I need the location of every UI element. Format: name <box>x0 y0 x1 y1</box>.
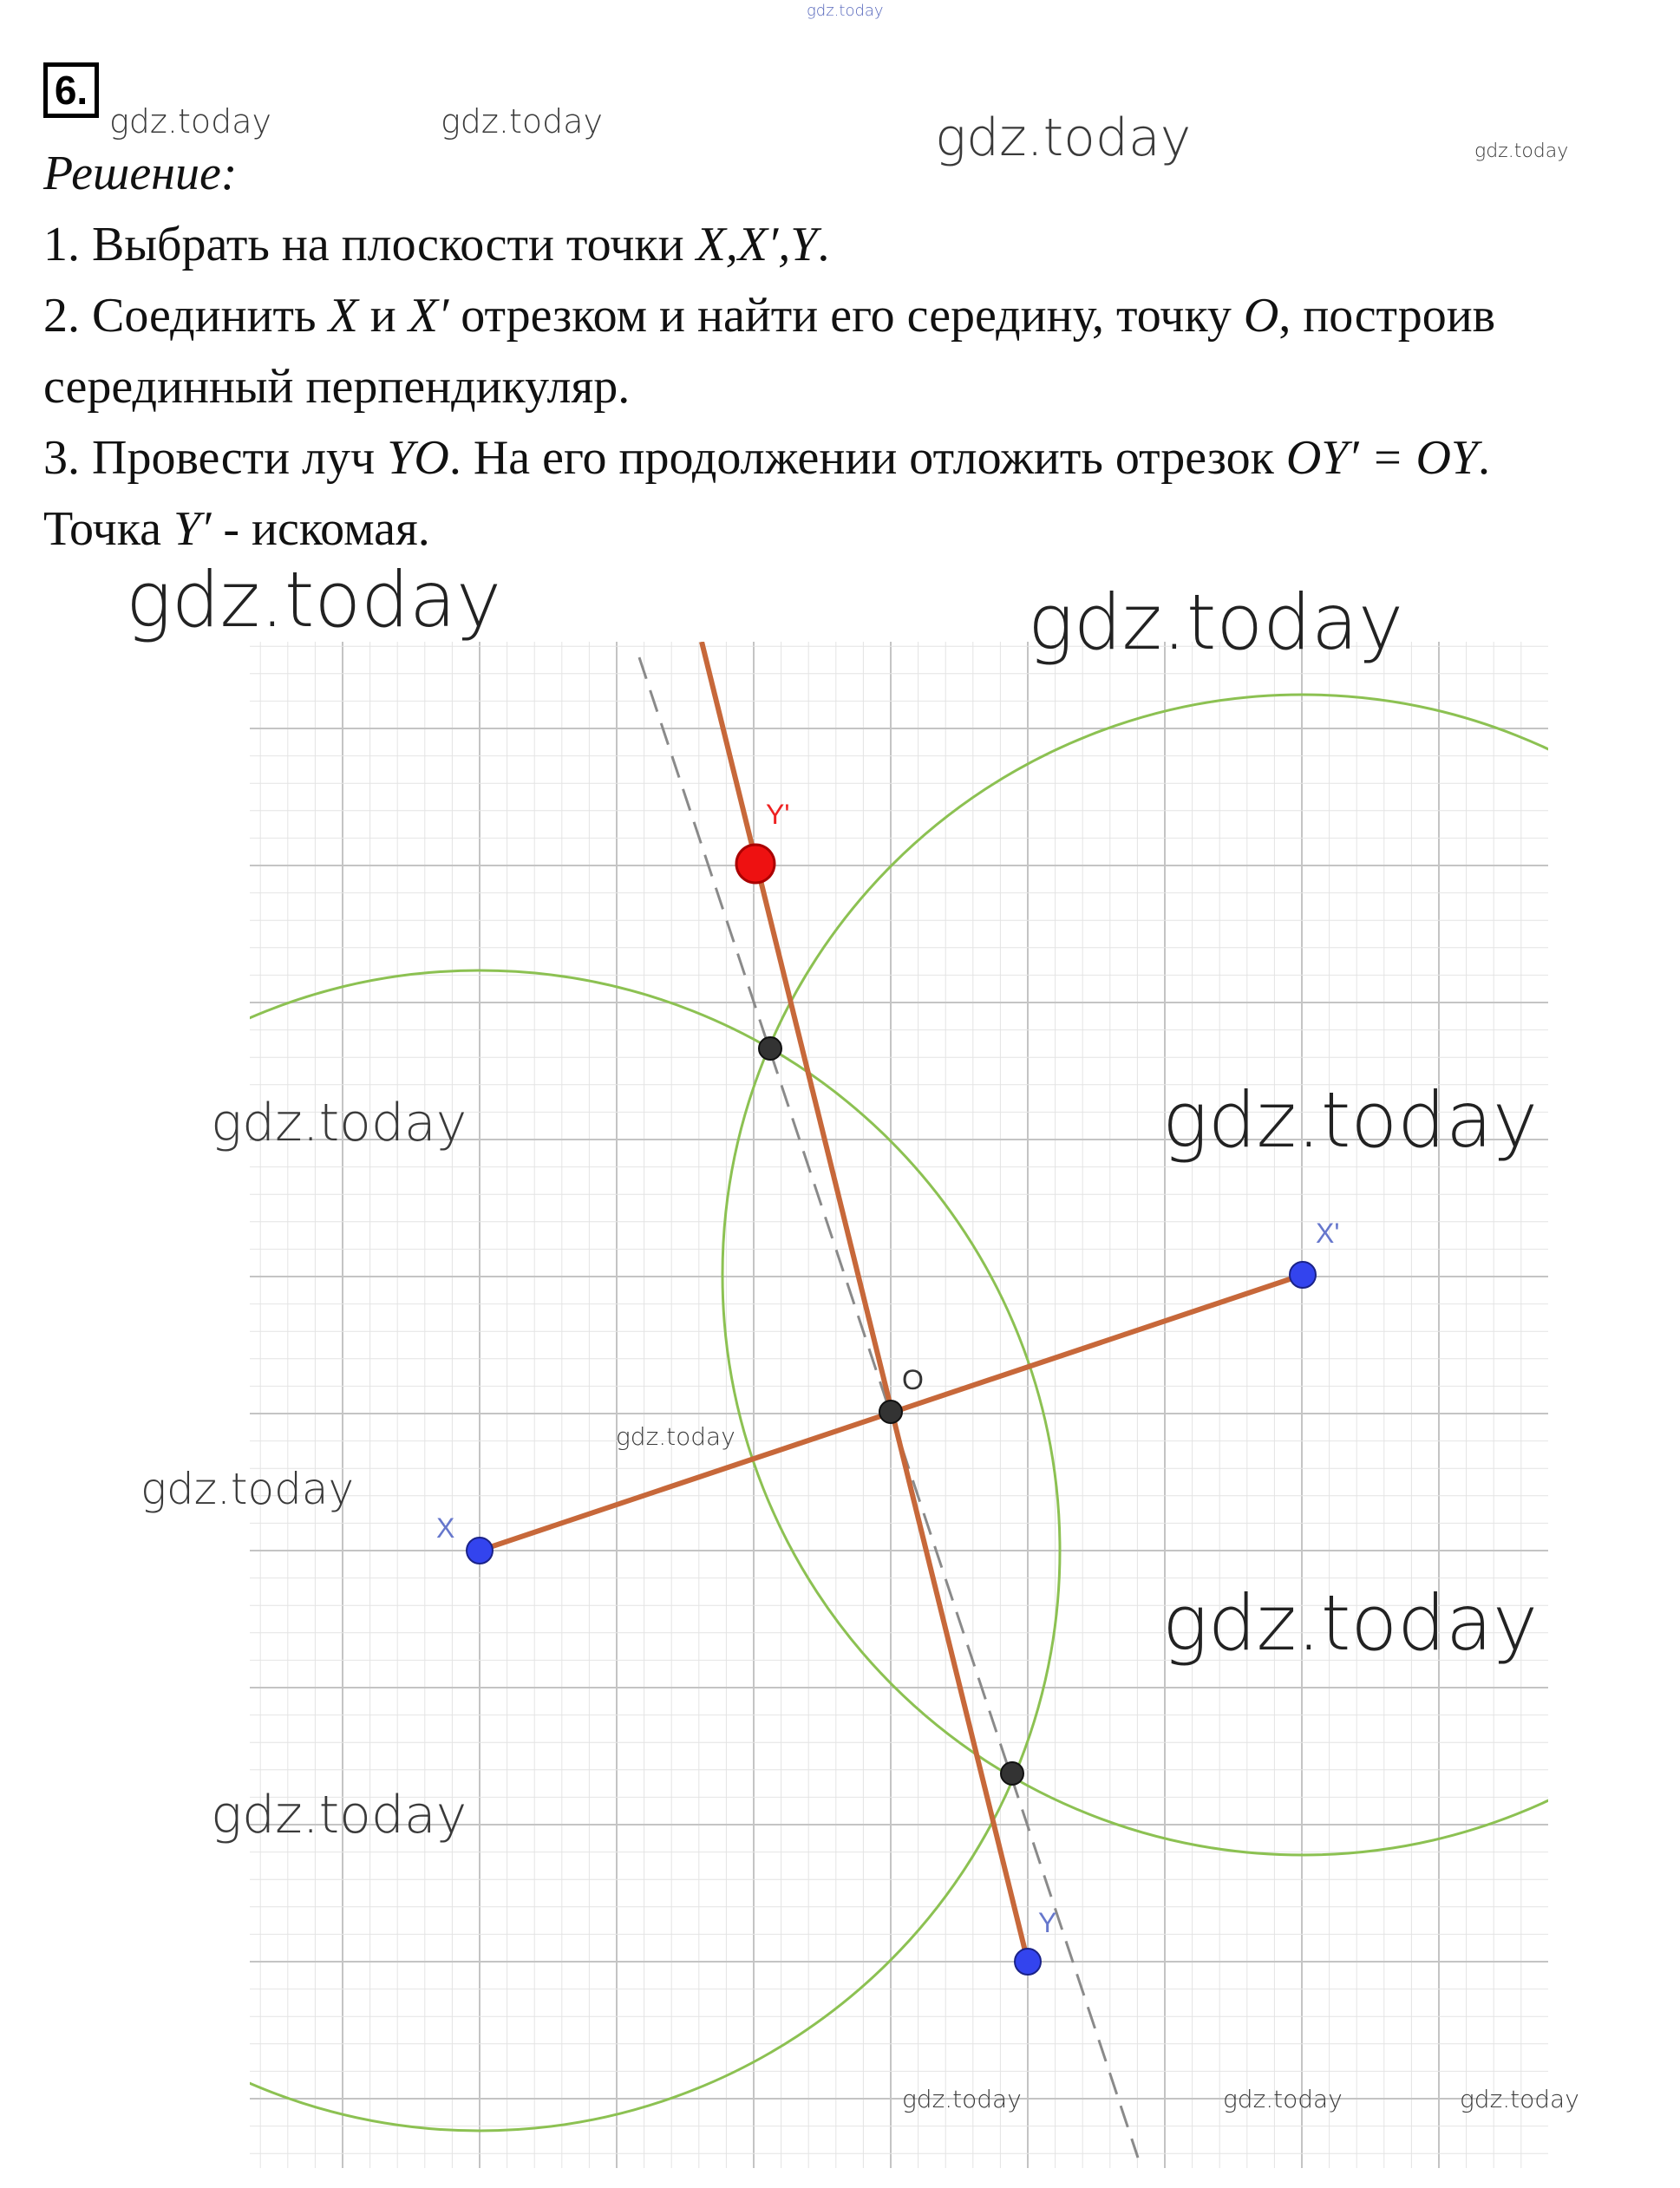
watermark: gdz.today <box>109 102 271 140</box>
step-3-text-b: . На его продолжении отложить отрезок <box>448 431 1286 485</box>
step-2-text-a: 2. Соединить <box>43 289 329 343</box>
watermark: gdz.today <box>1223 2085 1343 2113</box>
watermark: gdz.today <box>807 2 884 20</box>
point-x <box>467 1538 493 1564</box>
watermark: gdz.today <box>126 555 502 644</box>
watermark: gdz.today <box>441 102 603 140</box>
watermark: gdz.today <box>211 1093 467 1153</box>
step-1 <box>43 217 829 272</box>
step-3b-text-a: Точка <box>43 502 173 556</box>
watermark: gdz.today <box>1162 1578 1539 1668</box>
step-1-math: X,X′,Y <box>696 218 818 271</box>
watermark: gdz.today <box>935 108 1192 168</box>
step-3-text-a: 3. Провести луч <box>43 431 388 485</box>
step-2-math-1: X <box>328 289 358 343</box>
watermark: gdz.today <box>1460 2085 1579 2113</box>
watermark <box>870 2149 874 2150</box>
step-2-math-2: X′ <box>408 289 449 343</box>
point-y <box>1015 1949 1041 1975</box>
step-3b-math: Y′ <box>173 502 212 556</box>
step-3-continued <box>43 501 430 557</box>
step-3 <box>43 430 1490 486</box>
watermark: gdz.today <box>902 2085 1022 2113</box>
label-y: Y <box>1038 1907 1057 1938</box>
step-3-text-c: . <box>1478 431 1491 485</box>
point-y-prime <box>736 845 775 883</box>
watermark: gdz.today <box>1162 1075 1539 1165</box>
watermark: gdz.today <box>1474 140 1569 162</box>
step-2-text-d: , построив <box>1278 289 1496 343</box>
solution-label: Решение: <box>43 147 238 200</box>
step-3-math-2: OY′ = OY <box>1285 431 1479 485</box>
point-o <box>879 1401 902 1423</box>
step-2-text-c: отрезком и найти его середину, точку <box>448 289 1244 343</box>
label-x: X <box>436 1512 455 1544</box>
ray-y-o <box>702 642 1028 1962</box>
step-2 <box>43 288 1495 343</box>
step-3b-text-b: - искомая. <box>211 502 430 556</box>
watermark: gdz.today <box>211 1785 467 1845</box>
step-2-continued: серединный перпендикуляр. <box>43 360 631 414</box>
step-2-math-3: O <box>1243 289 1279 343</box>
point-intersection-bottom <box>1001 1762 1023 1785</box>
circle-centered-x-prime <box>722 695 1680 1855</box>
step-3-math-1: YO <box>387 431 449 485</box>
step-2-text-b: и <box>357 289 409 343</box>
step-1-end: . <box>817 218 830 271</box>
task-number: 6. <box>43 62 99 118</box>
point-x-prime <box>1290 1262 1316 1288</box>
step-1-text: 1. Выбрать на плоскости точки <box>43 218 696 271</box>
label-x-prime: X' <box>1316 1218 1340 1249</box>
label-y-prime: Y' <box>766 799 790 830</box>
point-intersection-top <box>759 1037 781 1060</box>
watermark: gdz.today <box>1028 578 1404 667</box>
label-o: O <box>902 1364 924 1395</box>
watermark: gdz.today <box>616 1422 735 1451</box>
watermark: gdz.today <box>141 1464 355 1514</box>
